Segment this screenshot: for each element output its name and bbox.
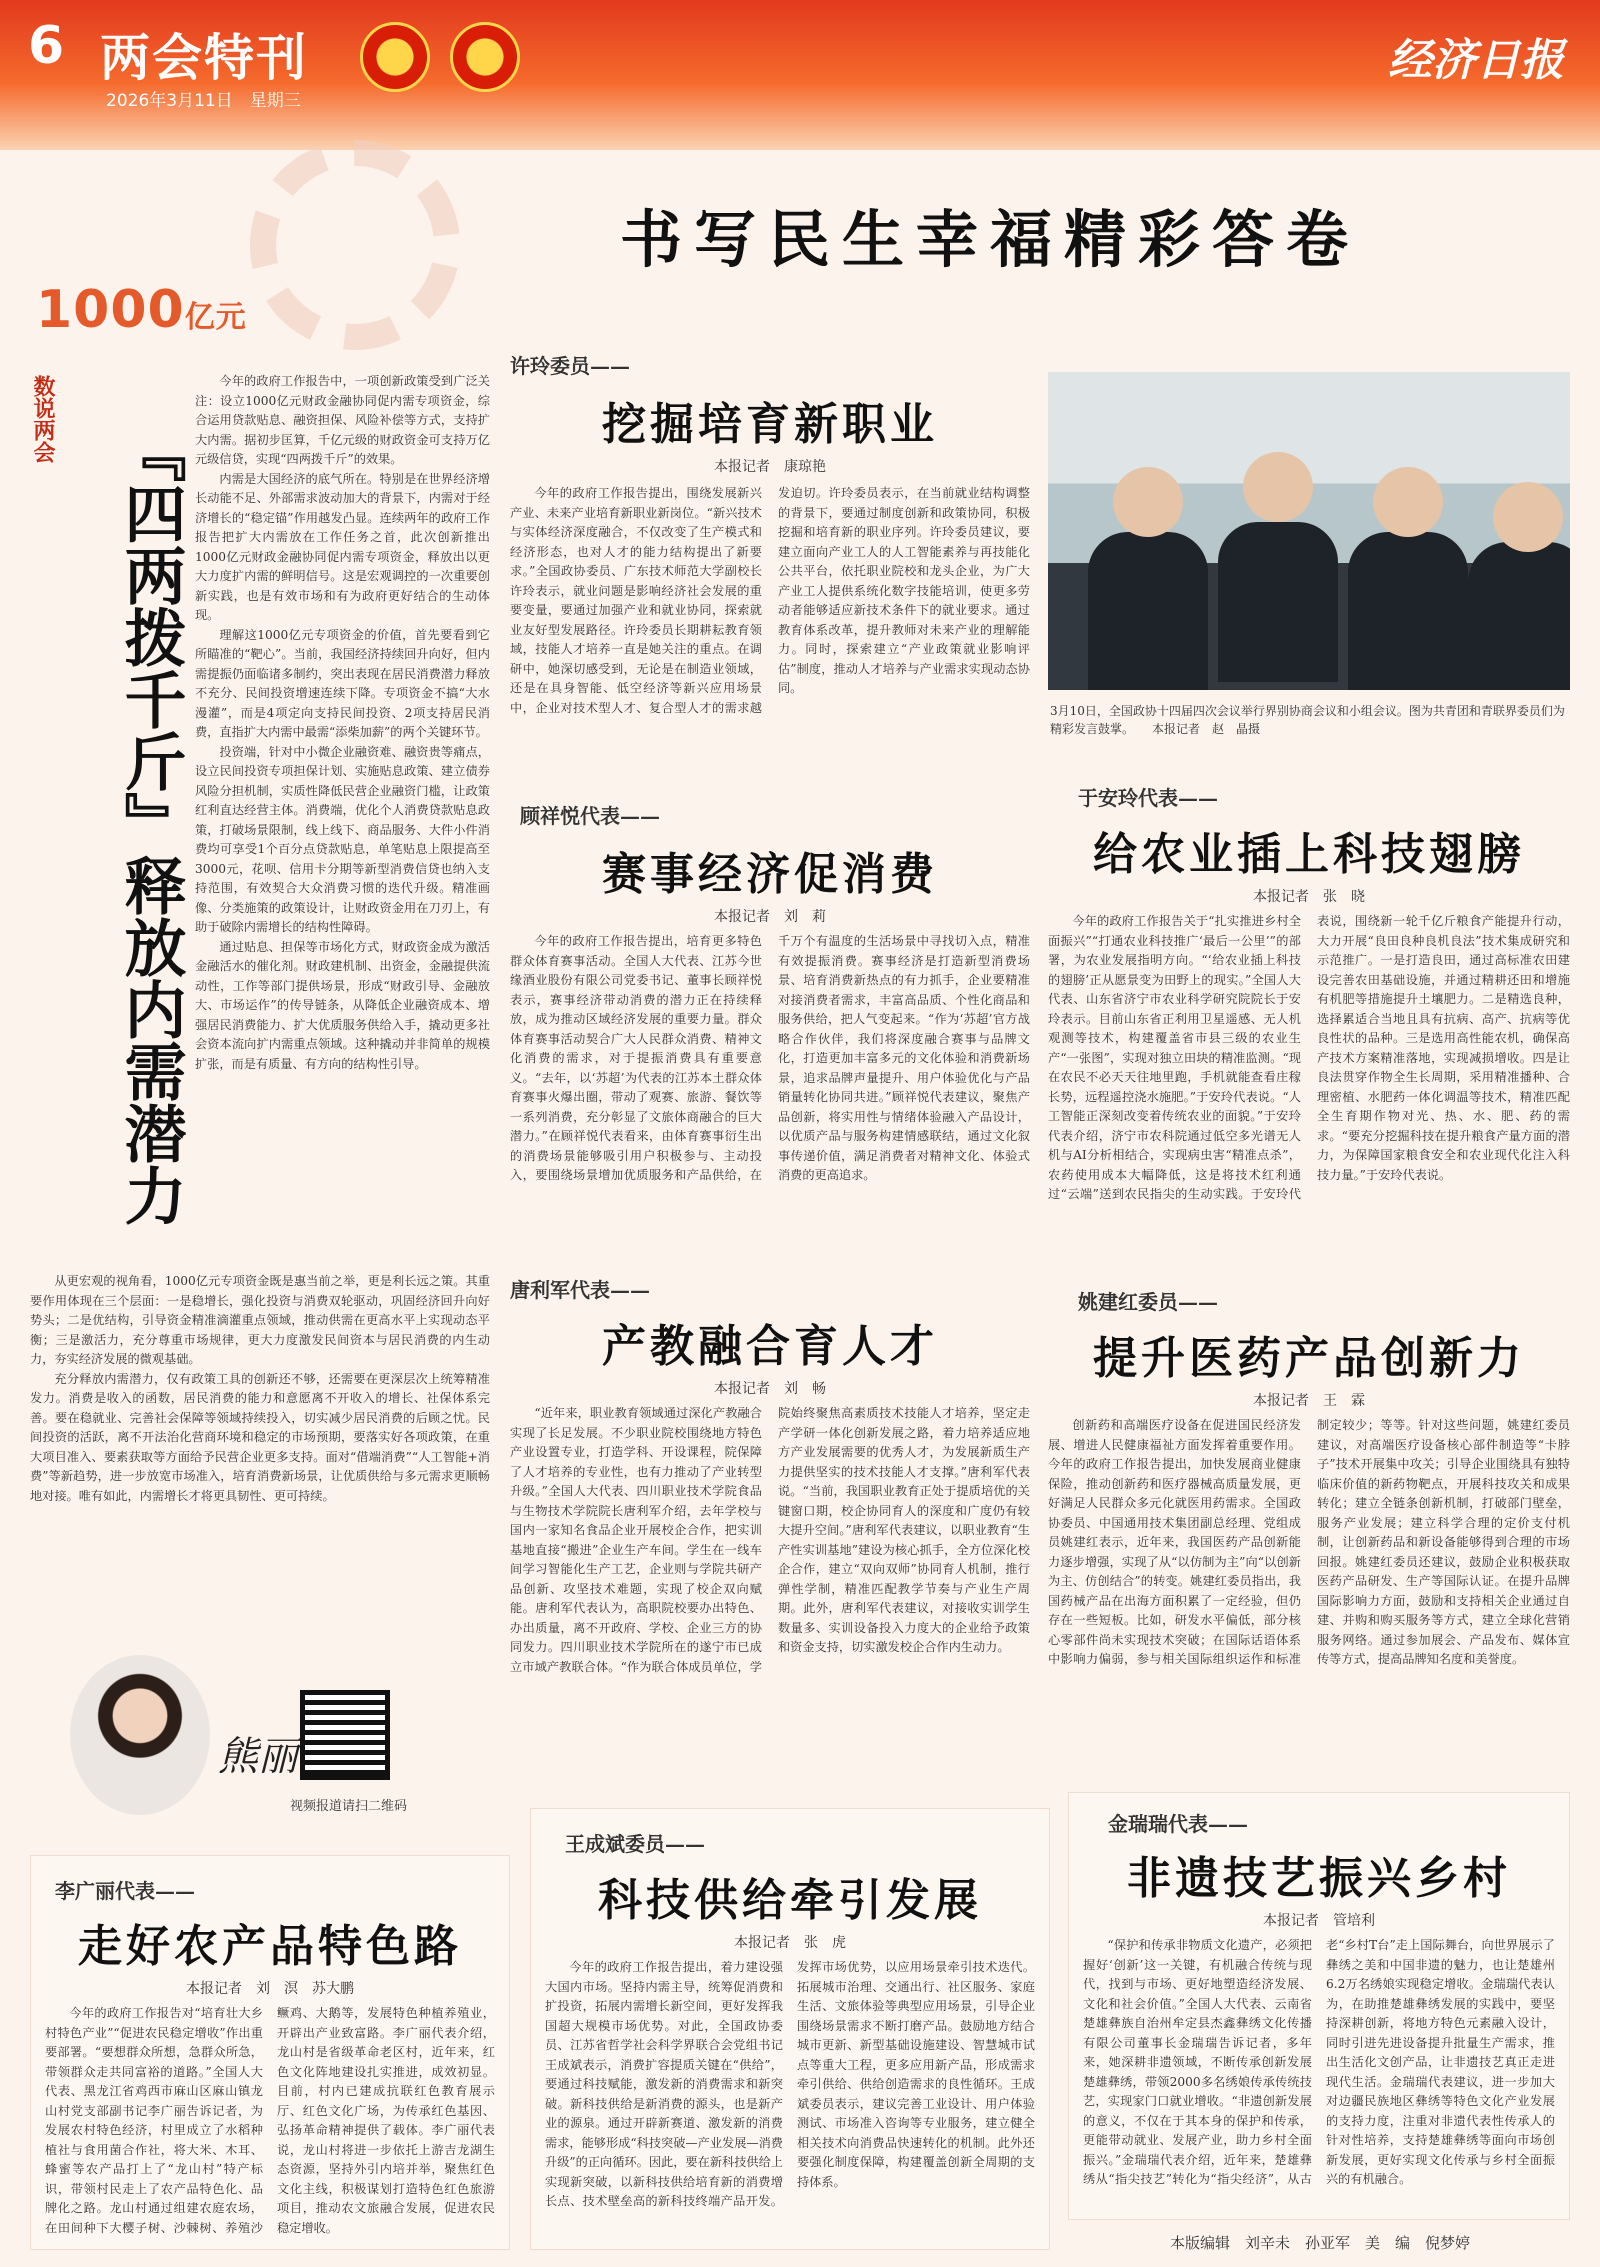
- feature-body-wide: 从更宏观的视角看，1000亿元专项资金既是惠当前之举，更是利长远之策。其重要作用体现在三个层面：一是稳增长，强化投资与消费双轮驱动，巩固经济回升向好势头；二是优结构，引导资金精准滴灌重点领域，推动供需在更高水平上实现动态平衡；三是激活力，充分尊重市场规律，更大力度激发民间资本与居民消费的内生动力，夯实经济发展的微观基础。 充分释放内需潜力，仅有政策工具的创新还不够，还需要在更深层次上统筹精准发力。消费是收入的函数，居民消费的能力和意愿离不开收入的增长、社保体系完善。要在稳就业、完善社会保障等领域持续投入，切实减少居民消费的后顾之忧。民间投资的活跃，离不开法治化营商环境和稳定的市场预期，要落实好各项政策，在重大项目准入、要素获取等方面给予民营企业更多支持。面对“借端消费”“人工智能+消费”等新趋势，进一步放宽市场准入，培育消费新场景，让优质供给与多元需求更顺畅地对接。唯有如此，内需增长才将更具韧性、更可持续。: [30, 1274, 490, 1503]
- article-body: “保护和传承非物质文化遗产，必须把握好‘创新’这一关键，有机融合传统与现代，找到与市场、更好地塑造经济发展、文化和社会价值。”全国人大代表、云南省楚雄彝族自治州牟定县杰鑫彝绣文化传播有限公司董事长金瑞瑞告诉记者，多年来，她深耕非遗领域，不断传承创新发展楚雄彝绣，带领2000多名绣娘传承传统技艺，实现家门口就业增收。“非遗创新发展的意义，不仅在于其本身的保护和传承，更能带动就业、发展产业，助力乡村全面振兴。”金瑞瑞代表介绍，近年来，楚雄彝绣从“指尖技艺”转化为“指尖经济”，从古老“乡村T台”走上国际舞台，向世界展示了彝绣之美和中国非遗的魅力，也让楚雄州6.2万名绣娘实现稳定增收。金瑞瑞代表认为，在助推楚雄彝绣发展的实践中，要坚持深耕创新，将地方特色元素融入设计，同时引进先进设备提升批量生产需求，推出生活化文创产品，让非遗技艺真正走进现代生活。金瑞瑞代表建议，进一步加大对边疆民族地区彝绣等特色文化产业发展的支持力度，注重对非遗代表性传承人的针对性培养，支持楚雄彝绣等面向市场创新发展，更好实现文化传承与乡村全面振兴的有机融合。: [1083, 1938, 1555, 2186]
- author-signature: 熊丽: [218, 1734, 298, 1780]
- article-body: 今年的政府工作报告提出，围绕发展新兴产业、未来产业培育新职业新岗位。“新兴技术与实体经济深度融合，不仅改变了生产模式和经济形态，也对人才的能力结构提出了新要求。”全国政协委员、广东技术师范大学副校长许玲表示，就业问题是影响经济社会发展的重要变量，要通过加强产业和就业协同，探索就业友好型发展路径。许玲委员长期耕耘教育领域，技能人才培养一直是她关注的重点。在调研中，她深切感受到，无论是在制造业领域，还是在具身智能、低空经济等新兴应用场景中，企业对技术型人才、复合型人才的需求越发迫切。许玲委员表示，在当前就业结构调整的背景下，要通过制度创新和政策协同，积极挖掘和培育新的职业序列。许玲委员建议，要建立面向产业工人的人工智能素养与再技能化公共平台，依托职业院校和龙头企业，为广大产业工人提供系统化数字技能培训，使更多劳动者能够适应新技术条件下的就业要求。通过教育体系改革，提升教师对未来产业的理解能力。同时，探索建立“产业政策就业影响评估”制度，推动人才培养与产业需求实现动态协同。: [510, 486, 1030, 715]
- article-title: 科技供给牵引发展: [598, 1875, 982, 1926]
- article-kicker: 李广丽代表——: [55, 1879, 195, 1903]
- author-portrait: [70, 1655, 210, 1815]
- column-label: 数说两会: [30, 375, 56, 463]
- issue-date: 2026年3月11日 星期三: [106, 91, 301, 111]
- article-byline: 本报记者 张 虎: [734, 1935, 846, 1951]
- article-body: 创新药和高端医疗设备在促进国民经济发展、增进人民健康福祉方面发挥着重要作用。今年的政府工作报告提出，加快发展商业健康保险，推动创新药和医疗器械高质量发展，更好满足人民群众多元化就医用药需求。全国政协委员、中国通用技术集团副总经理、党组成员姚建红表示，近年来，我国医药产品创新能力逐步增强，实现了从“以仿制为主”向“以创新为主、仿创结合”的转变。姚建红委员指出，我国药械产品在出海方面积累了一定经验，但仍存在一些短板。比如，研发水平偏低，部分核心零部件尚未实现技术突破；在国际话语体系中影响力偏弱，参与相关国际组织运作和标准制定较少；等等。针对这些问题，姚建红委员建议，对高端医疗设备核心部件制造等“卡脖子”技术开展集中攻关；引导企业围绕具有独特临床价值的新药物靶点，开展科技攻关和成果转化；建立全链条创新机制，打破部门壁垒，服务产业发展；建立科学合理的定价支付机制，让创新药品和新设备能够得到合理的市场回报。姚建红委员还建议，鼓励企业积极获取医药产品研发、生产等国际认证。在提升品牌国际影响力方面，鼓励和支持相关企业通过自建、并购和购买服务等方式，建立全球化营销服务网络。通过参加展会、产品发布、媒体宣传等方式，提高品牌知名度和美誉度。: [1048, 1418, 1570, 1666]
- article-title: 挖掘培育新职业: [602, 399, 938, 450]
- article-title: 走好农产品特色路: [78, 1921, 462, 1972]
- feature-body: 今年的政府工作报告中，一项创新政策受到广泛关注：设立1000亿元财政金融协同促内需专项资金，综合运用贷款贴息、融资担保、风险补偿等方式，支持扩大内需。据初步匡算，千亿元级的财政资金可支持万亿元级信贷，实现“四两拨千斤”的效果。 内需是大国经济的底气所在。特别是在世界经济增长动能不足、外部需求波动加大的背景下，内需对于经济增长的“稳定锚”作用越发凸显。连续两年的政府工作报告把扩大内需放在工作任务之首，此次创新推出1000亿元财政金融协同促内需专项资金，释放出以更大力度扩内需的鲜明信号。这是宏观调控的一次重要创新实践，也是有效市场和有为政府更好结合的生动体现。 理解这1000亿元专项资金的价值，首先要看到它所瞄准的“靶心”。当前，我国经济持续回升向好，但内需提振仍面临诸多制约，突出表现在居民消费潜力释放不充分、民间投资增速连续下降。专项资金不搞“大水漫灌”，而是4项定向支持民间投资、2项支持居民消费，直指扩大内需中最需“添柴加薪”的两个关键环节。 投资端，针对中小微企业融资难、融资贵等痛点，设立民间投资专项担保计划、实施贴息政策、建立债券风险分担机制，实质性降低民营企业融资门槛，让政策红利直达经营主体。消费端，优化个人消费贷款贴息政策，打破场景限制，线上线下、商品服务、大件小件消费均可享受1个百分点贷款贴息，单笔贴息上限提高至3000元，花呗、信用卡分期等新型消费信贷也纳入支持范围，有效契合大众消费习惯的迭代升级。精准画像、分类施策的政策设计，让财政资金用在刀刃上，有助于破除内需增长的结构性障碍。 通过贴息、担保等市场化方式，财政资金成为激活金融活水的催化剂。财政建机制、出资金，金融提供流动性，工作等部门提供场景，形成“财政引导、金融放大、市场运作”的传导链条，从降低企业融资成本、增强居民消费能力、扩大优质服务供给入手，撬动更多社会资本流向扩内需重点领域。这种撬动并非简单的规模扩张，而是有质量、有方向的结构性引导。: [195, 374, 490, 1071]
- article-byline: 本报记者 张 晓: [1253, 889, 1365, 905]
- article-kicker: 金瑞瑞代表——: [1108, 1812, 1248, 1836]
- article-title: 非遗技艺振兴乡村: [1127, 1853, 1511, 1904]
- article-kicker: 姚建红委员——: [1078, 1290, 1218, 1314]
- feature-title: 『四两拨千斤』释放内需潜力: [114, 420, 187, 1226]
- cppcc-emblem-icon: [450, 22, 520, 92]
- article-byline: 本报记者 刘 畅: [714, 1381, 826, 1397]
- article-kicker: 顾祥悦代表——: [520, 804, 660, 828]
- article-body: 今年的政府工作报告关于“扎实推进乡村全面振兴”“打通农业科技推广‘最后一公里’”的部署，为农业发展指明方向。“‘给农业插上科技的翅膀’正从愿景变为田野上的现实。”全国人大代表、山东省济宁市农业科学研究院院长于安玲表示。目前山东省正利用卫星遥感、无人机观测等技术，构建覆盖省市县三级的农业生产“一张图”，实现对独立田块的精准监测。“现在农民不必天天往地里跑，手机就能查看庄稼长势，远程遥控浇水施肥。”于安玲代表说。“人工智能正深刻改变着传统农业的面貌。”于安玲代表介绍，济宁市农科院通过低空多光谱无人机与AI分析相结合，实现病虫害“精准点杀”，农药使用成本大幅降低，这是将技术红利通过“云端”送到农民指尖的生动实践。于安玲代表说，围绕新一轮千亿斤粮食产能提升行动，大力开展“良田良种良机良法”技术集成研究和示范推广。一是打造良田，通过高标准农田建设完善农田基础设施，并通过精耕还田和增施有机肥等措施提升土壤肥力。二是精选良种，选择累适合当地且具有抗病、高产、抗病等优良性状的品种。三是选用高性能农机，确保高产技术方案精准落地，实现减损增收。四是让良法贯穿作物全生长周期，采用精准播种、合理密植、水肥药一体化调温等技术，精准匹配全生育期作物对光、热、水、肥、药的需求。“要充分挖掘科技在提升粮食产量方面的潜力，为保障国家粮食安全和农业现代化注入科技力量。”于安玲代表说。: [1048, 914, 1570, 1201]
- article-kicker: 王成斌委员——: [565, 1832, 705, 1856]
- article-body: “近年来，职业教育领域通过深化产教融合实现了长足发展。不少职业院校围绕地方特色产业设置专业，打造学科、开设课程，院保障了人才培养的专业性，也有力推动了产业转型升级。”全国人大代表、四川职业技术学院食品与生物技术学院院长唐利军介绍，去年学校与国内一家知名食品企业开展校企合作，把实训基地直接“搬进”企业生产车间。学生在一线车间学习智能化生产工艺，企业则与学院共研产品创新、攻坚技术难题，实现了校企双向赋能。唐利军代表认为，高职院校要办出特色、办出质量，离不开政府、学校、企业三方的协同发力。四川职业技术学院所在的遂宁市已成立市域产教联合体。“作为联合体成员单位，学院始终聚焦高素质技术技能人才培养，坚定走产学研一体化创新发展之路，着力培养适应地方产业发展需要的优秀人才，为发展新质生产力提供坚实的技术技能人才支撑。”唐利军代表说。“当前，我国职业教育正处于提质培优的关键窗口期，校企协同育人的深度和广度仍有较大提升空间。”唐利军代表建议，以职业教育“生产性实训基地”建设为核心抓手，全方位深化校企合作，建立“双向双师”协同育人机制，推行弹性学制，精准匹配教学节奏与产业生产周期。此外，唐利军代表建议，对接收实训学生数量多、实训设备投入力度大的企业给予政策和资金支持，切实激发校企合作内生动力。: [510, 1406, 1030, 1674]
- photo-caption: 3月10日，全国政协十四届四次会议举行界别协商会议和小组会议。图为共青团和青联界委员们为精彩发言鼓掌。 本报记者 赵 晶摄: [1050, 704, 1565, 736]
- qr-caption: 视频报道请扫二维码: [290, 1799, 408, 1814]
- news-photo: [1048, 372, 1570, 690]
- key-figure: 1000亿元: [36, 280, 247, 340]
- article-kicker: 于安玲代表——: [1078, 786, 1218, 810]
- article-title: 提升医药产品创新力: [1093, 1333, 1525, 1384]
- editor-credits: 本版编辑 刘辛未 孙亚军 美 编 倪梦婷: [1169, 2234, 1470, 2252]
- article-kicker: 唐利军代表——: [510, 1278, 650, 1302]
- article-byline: 本报记者 王 霖: [1253, 1393, 1365, 1409]
- page-headline: 书写民生幸福精彩答卷: [619, 203, 1360, 276]
- article-byline: 本报记者 刘 溟 苏大鹏: [186, 1981, 354, 1997]
- qr-code[interactable]: [300, 1690, 390, 1780]
- article-byline: 本报记者 管培利: [1263, 1913, 1375, 1929]
- article-byline: 本报记者 康琼艳: [714, 459, 826, 475]
- article-body: 今年的政府工作报告提出，着力建设强大国内市场。坚持内需主导，统筹促消费和扩投资，拓展内需增长新空间，更好发挥我国超大规模市场优势。对此，全国政协委员、江苏省哲学社会科学界联合会党组书记王成斌表示，消费扩容提质关键在“供给”，要通过科技赋能，激发新的消费需求和新突破。新科技供给是新消费的源头，也是新产业的源泉。通过开辟新赛道、激发新的消费需求，能够形成“科技突破—产业发展—消费升级”的正向循环。因此，要在新科技供给上实现新突破，以新科技供给培育新的消费增长点、技术壁垒高的新科技终端产品开发。发挥市场优势，以应用场景牵引技术迭代。拓展城市治理、交通出行、社区服务、家庭生活、文旅体验等典型应用场景，引导企业围绕场景需求不断打磨产品。鼓励地方结合城市更新、新型基础设施建设、智慧城市试点等重大工程，更多应用新产品，形成需求牵引供给、供给创造需求的良性循环。王成斌委员表示，建议完善工业设计、用户体验测试、市场准入咨询等专业服务，建立健全相关技术向消费品快速转化的机制。此外还要强化制度保障，构建覆盖创新全周期的支持体系。: [545, 1960, 1035, 2208]
- gear-decoration-icon: [250, 140, 460, 350]
- article-kicker: 许玲委员——: [510, 354, 630, 378]
- article-title: 产教融合育人才: [602, 1321, 938, 1372]
- article-title: 给农业插上科技翅膀: [1093, 829, 1525, 880]
- section-title: 两会特刊: [100, 29, 308, 87]
- article-byline: 本报记者 刘 莉: [714, 909, 826, 925]
- national-emblem-icon: [360, 22, 430, 92]
- article-body: 今年的政府工作报告提出，培育更多特色群众体育赛事活动。全国人大代表、江苏今世缘酒业股份有限公司党委书记、董事长顾祥悦表示，赛事经济带动消费的潜力正在持续释放，成为推动区域经济发展的重要力量。群众体育赛事活动契合广大人民群众消费、精神文化消费的需求，对于提振消费具有重要意义。“去年，以‘苏超’为代表的江苏本土群众体育赛事火爆出圈，带动了观赛、旅游、餐饮等一系列消费，充分彰显了文旅体商融合的巨大潜力。”在顾祥悦代表看来，由体育赛事衍生出的消费场景能够吸引用户积极参与、主动投入，要围绕场景增加优质服务和产品供给，在千万个有温度的生活场景中寻找切入点，精准有效提振消费。赛事经济是打造新型消费场景、培育消费新热点的有力抓手，企业要精准对接消费者需求，丰富高品质、个性化商品和服务供给，把人气变起来。“作为‘苏超’官方战略合作伙伴，我们将深度融合赛事与品牌文化，打造更加丰富多元的文化体验和消费新场景，追求品牌声量提升、用户体验优化与产品销量转化协同共进。”顾祥悦代表建议，聚焦产品创新，将实用性与情绪体验融入产品设计，以优质产品与服务构建情感联结，通过文化叙事传递价值，满足消费者对精神文化、体验式消费的更高追求。: [510, 934, 1030, 1182]
- newspaper-masthead: 经济日报: [1388, 35, 1564, 86]
- page-number: 6: [28, 16, 65, 76]
- article-title: 赛事经济促消费: [602, 849, 938, 900]
- article-body: 今年的政府工作报告对“培育壮大乡村特色产业”“促进农民稳定增收”作出重要部署。“要想群众所想，急群众所急，带领群众走共同富裕的道路。”全国人大代表、黑龙江省鸡西市麻山区麻山镇龙山村党支部副书记李广丽告诉记者，为发展农村特色经济，村里成立了水稻种植社与食用菌合作社，将大米、木耳、蜂蜜等农产品打上了“龙山村”特产标识，带领村民走上了农产品特色化、品牌化之路。龙山村通过组建农庭农场，在田间种下大樱子树、沙棘树、养殖沙鳜鸡、大鹅等，发展特色种植养殖业，开辟出产业致富路。李广丽代表介绍，龙山村是省级革命老区村，近年来，红色文化阵地建设扎实推进，成效初显。目前，村内已建成抗联红色教育展示厅、红色文化广场，为传承红色基因、弘扬革命精神提供了载体。李广丽代表说，龙山村将进一步依托上游吉龙湖生态资源，坚持外引内培并举，聚焦红色文化主线，积极谋划打造特色红色旅游项目，推动农文旅融合发展，促进农民稳定增收。: [45, 2006, 495, 2235]
